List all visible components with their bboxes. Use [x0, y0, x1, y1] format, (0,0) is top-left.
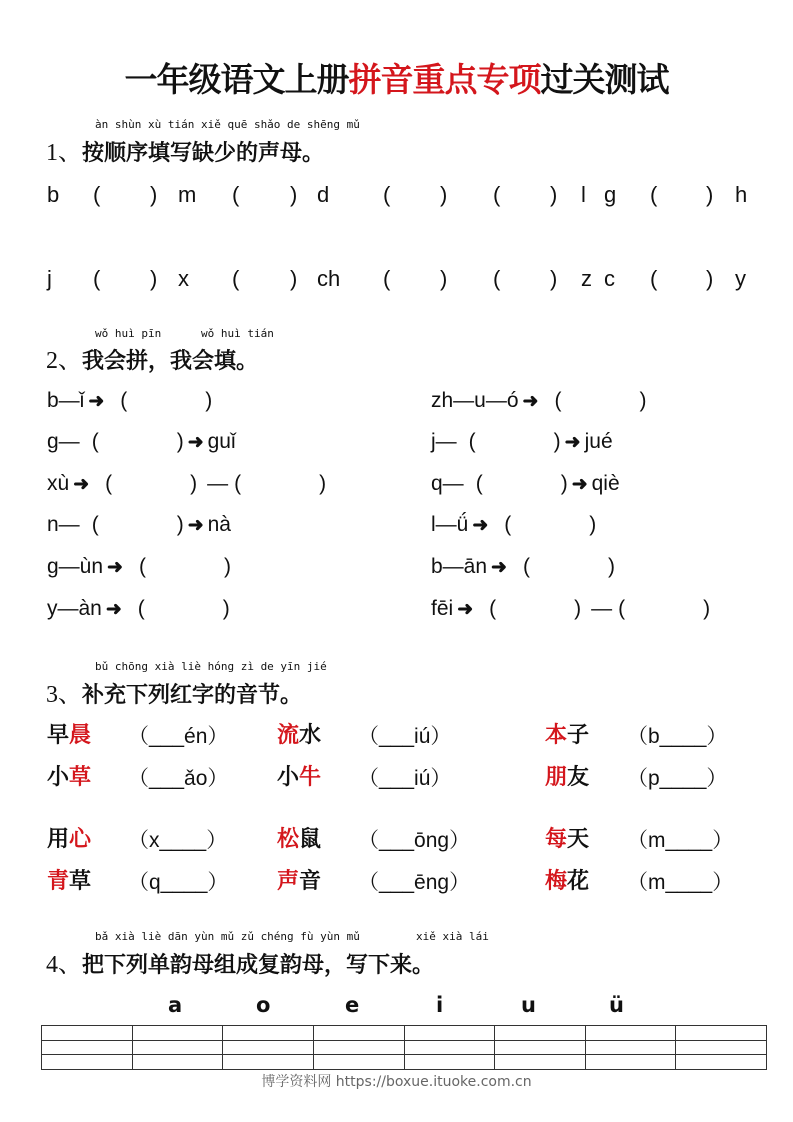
initial-letter: g — [604, 182, 617, 207]
answer-blank-close: ) — [706, 266, 714, 291]
answer-blank-close: ) — [319, 472, 327, 495]
syllable-fill-blank[interactable]: （p____） — [627, 767, 728, 790]
pinyin-exercise — [431, 389, 646, 413]
vowel-letter: e — [345, 993, 360, 1017]
result-syllable: qiè — [591, 472, 620, 495]
arrow-icon: ➜ — [457, 599, 474, 620]
footer-watermark: 博学资料网 https://boxue.ituoke.com.cn — [261, 1074, 532, 1090]
answer-blank-close: ) — [150, 182, 158, 207]
pinyin-parts: g—ùn — [47, 555, 104, 578]
answer-blank-open[interactable]: ( — [650, 182, 658, 207]
grid-row — [42, 1055, 767, 1070]
answer-blank-open[interactable]: ( — [475, 472, 483, 495]
word-item — [47, 864, 91, 895]
answer-blank-close: ) — [560, 472, 568, 495]
red-character: 本 — [545, 722, 568, 748]
answer-blank-close: ) — [589, 513, 597, 536]
page-title — [0, 54, 793, 101]
grid-row — [42, 1026, 767, 1041]
initial-letter: y — [735, 266, 746, 291]
pinyin-exercise — [431, 430, 613, 454]
word-item — [545, 864, 589, 895]
black-character: 小 — [47, 764, 70, 790]
answer-blank-open[interactable]: ( — [93, 182, 101, 207]
answer-blank-open[interactable]: ( — [105, 472, 113, 495]
answer-blank-open[interactable]: ( — [232, 266, 240, 291]
answer-blank-close: ) — [190, 472, 198, 495]
vowel-letter: i — [436, 993, 444, 1017]
black-character: 花 — [567, 868, 590, 894]
pinyin-exercise — [47, 513, 231, 537]
syllable-fill-blank[interactable]: （___ēng） — [358, 871, 471, 894]
red-character: 晨 — [69, 722, 92, 748]
answer-blank-close: ) — [290, 182, 298, 207]
section3-heading — [46, 674, 302, 709]
result-syllable: nà — [207, 513, 231, 536]
black-character: 子 — [567, 722, 590, 748]
initial-letter: x — [178, 266, 189, 291]
answer-blank-open[interactable]: ( — [618, 597, 626, 620]
arrow-icon: ➜ — [522, 391, 539, 412]
answer-blank-close: ) — [550, 266, 558, 291]
grid-cell[interactable] — [404, 1040, 495, 1055]
section4-heading-text: 把下列单韵母组成复韵母，写下来。 — [82, 952, 435, 978]
red-character: 草 — [69, 764, 92, 790]
answer-blank-open[interactable]: ( — [91, 430, 99, 453]
answer-blank-close: ) — [574, 597, 582, 620]
answer-blank-close: ) — [440, 182, 448, 207]
black-character: 草 — [69, 868, 92, 894]
initial-letter: ch — [317, 266, 341, 291]
answer-blank-open[interactable]: ( — [468, 430, 476, 453]
pinyin-parts: xù — [47, 472, 70, 495]
result-syllable: jué — [584, 430, 613, 453]
red-character: 声 — [277, 868, 300, 894]
word-item — [277, 718, 321, 749]
black-character: 用 — [47, 826, 70, 852]
grid-cell[interactable] — [132, 1026, 223, 1041]
arrow-icon: ➜ — [187, 515, 204, 536]
red-character: 梅 — [545, 868, 568, 894]
grid-cell[interactable] — [223, 1055, 314, 1070]
syllable-fill-blank[interactable]: （___iú） — [358, 725, 452, 748]
grid-cell[interactable] — [42, 1040, 133, 1055]
syllable-fill-blank[interactable]: （___én） — [128, 725, 229, 748]
initial-letter: d — [317, 182, 330, 207]
word-item — [277, 864, 321, 895]
black-character: 小 — [277, 764, 300, 790]
answer-blank-close: ) — [440, 266, 448, 291]
initial-letter: m — [178, 182, 197, 207]
initial-letter: b — [47, 182, 60, 207]
answer-blank-open[interactable]: ( — [504, 513, 512, 536]
answer-blank-open[interactable]: ( — [120, 389, 128, 412]
initial-letter: h — [735, 182, 748, 207]
grid-cell[interactable] — [132, 1055, 223, 1070]
result-syllable: guǐ — [207, 430, 236, 453]
title-part-1: 一年级语文上册 — [124, 60, 349, 99]
answer-blank-close: ) — [703, 597, 711, 620]
syllable-fill-blank[interactable]: （___ǎo） — [128, 767, 229, 790]
red-character: 朋 — [545, 764, 568, 790]
section3-heading-text: 补充下列红字的音节。 — [82, 682, 303, 708]
grid-cell[interactable] — [313, 1055, 404, 1070]
grid-cell[interactable] — [585, 1026, 676, 1041]
vowel-letter: a — [168, 993, 183, 1017]
answer-blank-open[interactable]: ( — [137, 597, 145, 620]
vowel-letter: u — [521, 993, 536, 1017]
grid-cell[interactable] — [495, 1026, 586, 1041]
grid-cell[interactable] — [132, 1040, 223, 1055]
grid-cell[interactable] — [313, 1026, 404, 1041]
pinyin-exercise — [47, 597, 230, 621]
pinyin-exercise — [431, 513, 596, 537]
answer-blank-close: ) — [290, 266, 298, 291]
pinyin-parts: fēi — [431, 597, 454, 620]
syllable-fill-blank[interactable]: （___iú） — [358, 767, 452, 790]
pinyin-exercise — [431, 597, 710, 621]
section3-number: 3、 — [46, 682, 82, 708]
pinyin-exercise — [47, 389, 212, 413]
syllable-fill-blank[interactable]: （m____） — [627, 829, 734, 852]
answer-blank-open[interactable]: ( — [383, 182, 391, 207]
answer-blank-close: ) — [706, 182, 714, 207]
grid-cell[interactable] — [223, 1026, 314, 1041]
answer-blank-open[interactable]: ( — [522, 555, 530, 578]
pinyin-exercise — [47, 555, 231, 579]
pinyin-parts: y—àn — [47, 597, 102, 620]
pinyin-parts: n— — [47, 513, 80, 536]
grid-cell[interactable] — [223, 1040, 314, 1055]
grid-cell[interactable] — [404, 1055, 495, 1070]
red-character: 青 — [47, 868, 70, 894]
arrow-icon: ➜ — [564, 432, 581, 453]
answer-blank-close: ) — [639, 389, 647, 412]
section4-pinyin-2: xiě xià lái — [416, 930, 489, 943]
answer-blank-open[interactable]: ( — [383, 266, 391, 291]
pinyin-exercise — [431, 555, 615, 579]
section2-pinyin-2: wǒ huì tián — [201, 327, 274, 340]
section4-pinyin-1: bǎ xià liè dān yùn mǔ zǔ chéng fù yùn mǔ — [95, 930, 360, 943]
word-item — [545, 822, 589, 853]
arrow-icon: ➜ — [88, 391, 105, 412]
pinyin-parts: j— — [431, 430, 457, 453]
pinyin-parts: q— — [431, 472, 464, 495]
syllable-fill-blank[interactable]: （___ōng） — [358, 829, 471, 852]
section4-number: 4、 — [46, 952, 82, 978]
pinyin-parts: b—ǐ — [47, 389, 85, 412]
title-part-2-red: 拼音重点专项 — [348, 60, 541, 99]
vowel-letter: o — [256, 993, 271, 1017]
word-item — [47, 760, 91, 791]
word-item — [545, 760, 589, 791]
grid-cell[interactable] — [42, 1055, 133, 1070]
grid-cell[interactable] — [676, 1026, 767, 1041]
grid-cell[interactable] — [676, 1055, 767, 1070]
vowel-letter: ü — [609, 993, 624, 1017]
arrow-icon: ➜ — [73, 474, 90, 495]
section2-heading — [46, 340, 258, 375]
answer-blank-open[interactable]: ( — [234, 472, 242, 495]
section1-heading-text: 按顺序填写缺少的声母。 — [82, 140, 325, 166]
arrow-icon: ➜ — [472, 515, 489, 536]
answer-blank-close: ) — [222, 597, 230, 620]
arrow-icon: ➜ — [187, 432, 204, 453]
section1-pinyin: àn shùn xù tián xiě quē shǎo de shēng mǔ — [95, 118, 360, 131]
answer-blank-open[interactable]: ( — [232, 182, 240, 207]
grid-cell[interactable] — [404, 1026, 495, 1041]
grid-cell[interactable] — [313, 1040, 404, 1055]
section4-heading — [46, 944, 434, 979]
grid-cell[interactable] — [585, 1040, 676, 1055]
answer-blank-close: ) — [223, 555, 231, 578]
answer-blank-open[interactable]: ( — [489, 597, 497, 620]
answer-blank-open[interactable]: ( — [493, 266, 501, 291]
word-item — [277, 822, 321, 853]
section2-pinyin-1: wǒ huì pīn — [95, 327, 162, 340]
red-character: 流 — [277, 722, 300, 748]
black-character: 友 — [567, 764, 590, 790]
initial-letter: j — [47, 266, 52, 291]
syllable-fill-blank[interactable]: （m____） — [627, 871, 734, 894]
answer-blank-open[interactable]: ( — [554, 389, 562, 412]
arrow-icon: ➜ — [491, 557, 507, 578]
answer-blank-close: ) — [176, 513, 184, 536]
black-character: 天 — [567, 826, 590, 852]
syllable-fill-blank[interactable]: （q____） — [128, 871, 229, 894]
answer-blank-close: ) — [553, 430, 561, 453]
answer-blank-close: ) — [607, 555, 615, 578]
pinyin-parts: g— — [47, 430, 80, 453]
pinyin-parts: b—ān — [431, 555, 488, 578]
black-character: 早 — [47, 722, 70, 748]
grid-row — [42, 1040, 767, 1055]
red-character: 心 — [69, 826, 92, 852]
syllable-fill-blank[interactable]: （b____） — [627, 725, 728, 748]
answer-blank-close: ) — [550, 182, 558, 207]
pinyin-parts: zh—u—ó — [431, 389, 519, 412]
pinyin-parts: l—ǘ — [431, 513, 469, 536]
grid-cell[interactable] — [495, 1055, 586, 1070]
red-character: 每 — [545, 826, 568, 852]
arrow-icon: ➜ — [107, 557, 123, 578]
section2-heading-text: 我会拼，我会填。 — [82, 348, 259, 374]
word-item — [545, 718, 589, 749]
title-part-3: 过关测试 — [540, 60, 669, 99]
section1-number: 1、 — [46, 140, 82, 166]
word-item — [277, 760, 321, 791]
grid-cell[interactable] — [585, 1055, 676, 1070]
answer-blank-open[interactable]: ( — [138, 555, 146, 578]
grid-cell[interactable] — [495, 1040, 586, 1055]
initial-letter: z — [581, 266, 592, 291]
answer-blank-close: ) — [205, 389, 213, 412]
pinyin-exercise — [47, 472, 326, 496]
answer-blank-open[interactable]: ( — [91, 513, 99, 536]
pinyin-exercise — [431, 472, 620, 496]
writing-grid[interactable] — [41, 1025, 767, 1070]
red-character: 牛 — [299, 764, 322, 790]
section3-pinyin: bǔ chōng xià liè hóng zì de yīn jié — [95, 660, 327, 673]
section1-heading — [46, 132, 324, 167]
word-item — [47, 822, 91, 853]
black-character: 鼠 — [299, 826, 322, 852]
pinyin-exercise — [47, 430, 236, 454]
dash-separator: — — [591, 597, 613, 620]
answer-blank-open[interactable]: ( — [93, 266, 101, 291]
answer-blank-close: ) — [150, 266, 158, 291]
arrow-icon: ➜ — [105, 599, 122, 620]
black-character: 音 — [299, 868, 322, 894]
answer-blank-close: ) — [176, 430, 184, 453]
section2-number: 2、 — [46, 348, 82, 374]
answer-blank-open[interactable]: ( — [650, 266, 658, 291]
dash-separator: — — [207, 472, 229, 495]
initial-letter: l — [581, 182, 586, 207]
answer-blank-open[interactable]: ( — [493, 182, 501, 207]
grid-cell[interactable] — [42, 1026, 133, 1041]
grid-cell[interactable] — [676, 1040, 767, 1055]
red-character: 松 — [277, 826, 300, 852]
word-item — [47, 718, 91, 749]
initial-letter: c — [604, 266, 615, 291]
syllable-fill-blank[interactable]: （x____） — [128, 829, 228, 852]
black-character: 水 — [299, 722, 322, 748]
arrow-icon: ➜ — [571, 474, 588, 495]
